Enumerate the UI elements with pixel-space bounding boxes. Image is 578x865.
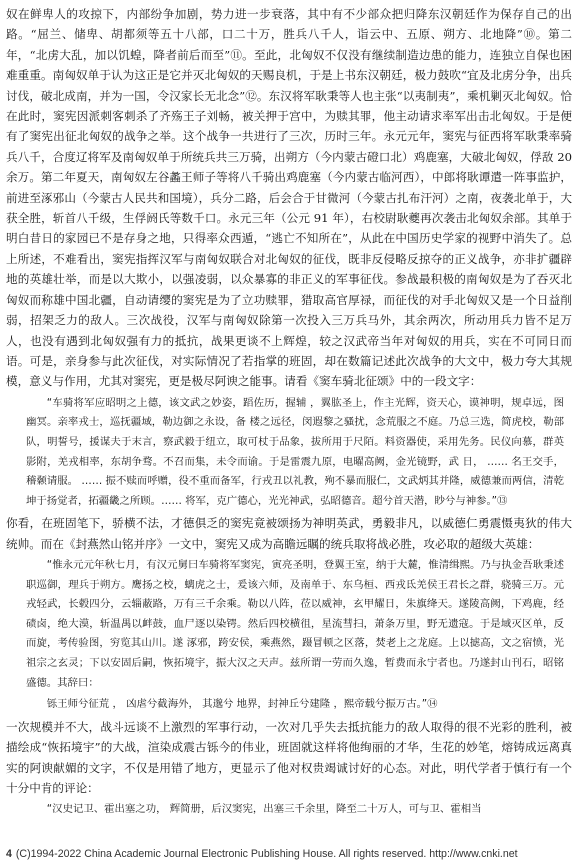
block-quote-yanranshanming: “惟永元元年秋七月，有汉元舅曰车骑将军窦宪，寅亮圣明，登翼王室，纳于大麓，惟清缉熙。乃与执金吾耿秉述职巡御，理兵于朔方。鹰扬之校，螭虎之士，爰该六师，及南单于、东乌桓、西戎氐羌侯王君长之群，骁骑三万。元戎轻武，长毂四分，云辎蔽路，万有三千余乘。勒以八阵，莅以威神，玄甲耀日，朱旗绛天。遂陵高阙，下鸡鹿，经碛卤，绝大漠，斩温禺以衅鼓，血尸逐以染锷。然后四校横徂，星流彗扫，萧条万里，野无遗寇。于是域灭区单，反 而旋，考传验图，穷览其山川。遂 涿邪，跨安侯，乘燕然，蹑冒顿之区落，焚老上之龙庭。上以摅高，文之宿愤，光祖宗之玄灵；下以安固后嗣，恢拓境宇，振大汉之天声。兹所谓一劳而久逸，暂费而永宁者也。乃遂封山刊石，昭铭盛德。其辞曰： (26, 559, 564, 689)
body-paragraph: 一次规模并不大，战斗远谈不上激烈的军事行动，一次对几乎失去抵抗能力的敌人取得的很不光彩的胜利，被描绘成“恢拓境宇”的大战，渲染成震古铄今的伟业，班固就这样将他绚丽的才华，生花的妙笔，熔铸成远离真实的阿谀献媚的文字，不仅是用错了地方，更显示了他对权贵竭诚讨好的心态。对此，明代学者于慎行有一个十分中肯的评论： (6, 719, 572, 796)
page-footer (6, 848, 572, 860)
block-quote-yushenxing: “汉史记卫、霍出塞之功， 辉简册，后汉窦宪，出塞三千余里，降至二十万人，可与卫、霍相当 (46, 803, 482, 816)
body-paragraph: 你看，在班固笔下，骄横不法，才德俱乏的窦宪竟被颂扬为神明英武，勇毅非凡，以威德仁勇震慑夷狄的伟大统帅。而在《封燕然山铭并序》一文中，窦宪又成为高瞻远瞩的统兵取将战必胜，攻必取的超级大英雄： (6, 516, 572, 551)
block-quote-beiqiesong: “车骑将军应昭明之上德，该文武之妙姿，蹈佐历，握辅 ，翼肱圣上，作主光辉，资天心，谟神明，规卓远，图幽冥。亲率戎士，巡抚疆域，勒边御之永设，备 楼之远径，闵遐黎之骚扰，念荒服之不庭。乃总三选，简虎校，勒部队，明誓号，援谋夫于末言，察武毅于纽立，取可杖于品象，拔所用于尺陌。料资器使，采用先务。民仪向慕，群英影附，羌戎相率，东胡争骛。不召而集，未令而谕。于是雷震九原，电曜高阙，金光镜野，武 日， …… 名王交手，稽颡请服。 …… 振不赎而呼赠，役不重而备军，行戎丑以礼教，殉不暴而服仁，文武炳其并隆，威德兼而两信，清乾坤于扬觉者，拓疆畿之所顾。…… 将军，克广德心，光光神武，弘昭德音。超兮首天潜，眇兮与神参。”⑬ (26, 396, 564, 507)
block-quote-inscription-verse: 铄王师兮征荒 ， 凶虐兮截海外， 其邈兮 地界，封神丘兮建隆 ，熙帝载兮振万古。”⑭ (46, 698, 438, 711)
page-number: 4 (6, 848, 12, 860)
article-body (6, 4, 572, 822)
body-paragraph: 奴在鲜卑人的攻掠下，内部纷争加剧，势力进一步衰落，其中有不少部众把归降东汉朝廷作为保存自己的出路。“屈兰、储卑、胡都须等五十八部，口二十万，胜兵八千人，诣云中、五原、朔方、北地降”⑩。第二年，“北虏大乱，加以饥蝗，降者前后而至”⑪。至此，北匈奴不仅没有继续制造边患的能力，连独立自保也困难重重。南匈奴单于认为这正是它并灭北匈奴的天赐良机，于是上书东汉朝廷，极力鼓吹“宜及北虏分争，出兵讨伐，破北成南，并为一国，令汉家长无北念”⑫。东汉将军耿秉等人也主张“以夷制夷”，乘机剿灭北匈奴。恰在此时，窦宪因派刺客刺杀了齐殇王子刘畅，被关押于宫中，为赎其罪，他主动请求率军出击北匈奴。于是便有了窦宪出征北匈奴的战争之举。这个战争一共进行了三次，历时三年。永元元年，窦宪与征西将军耿秉率骑兵八千，合度辽将军及南匈奴单于所统兵共三万骑，出朔方（今内蒙古磴口北）鸡鹿塞，大破北匈奴，俘敌 20 余万。第二年夏天，南匈奴左谷蠡王师子等将八千骑出鸡鹿塞（今内蒙古临河西），中郎将耿谭遣一阵事监护，前进至涿邪山（今蒙古人民共和国境），兵分二路，后会合于甘微河（今蒙古扎布汗河）之南，夜袭北单于，大获全胜，斩首八千级，生俘阏氏等数千口。永元三年（公元 91 年），右校尉耿夔再次袭击北匈奴余部。其单于明白昔日的家园已不是存身之地，只得率众西遁，“逃亡不知所在”，从此在中国历史学家的视野中消失了。总上所述，不难看出，窦宪指挥汉军与南匈奴联合对北匈奴的征伐，既非反侵略反掠夺的正义战争，亦非扩疆辟地的英雄壮举，而是以大欺小，以强凌弱，以众暴寡的非正义的军事征伐。参战最积极的南匈奴是为了吞灭北匈奴而称雄中国北疆，自动请缨的窦宪是为了立功赎罪，猎取高官厚禄，而征伐的对手北匈奴又是一个日益削弱，招架乏力的敌人。三次战役，汉军与南匈奴除第一次投入三万兵马外，其余两次，所动用兵力皆不足万人，也没有遇到北匈奴强有力的抵抗，战果更谈不上辉煌，较之汉武帝当年对匈奴的用兵，实在不可同日而语。可是，亲身参与此次征伐，对实际情况了若指掌的班固，却在数篇记述此次战争的大文中，极力夸大其规模，意义与作用，尤其对窦宪，更是极尽阿谀之能事。请看《窦车骑北征颂》中的一段文字： (6, 7, 572, 389)
copyright-notice: (C)1994-2022 China Academic Journal Electronic Publishing House. All rights reserved. http://www.cnki.net (15, 848, 518, 860)
